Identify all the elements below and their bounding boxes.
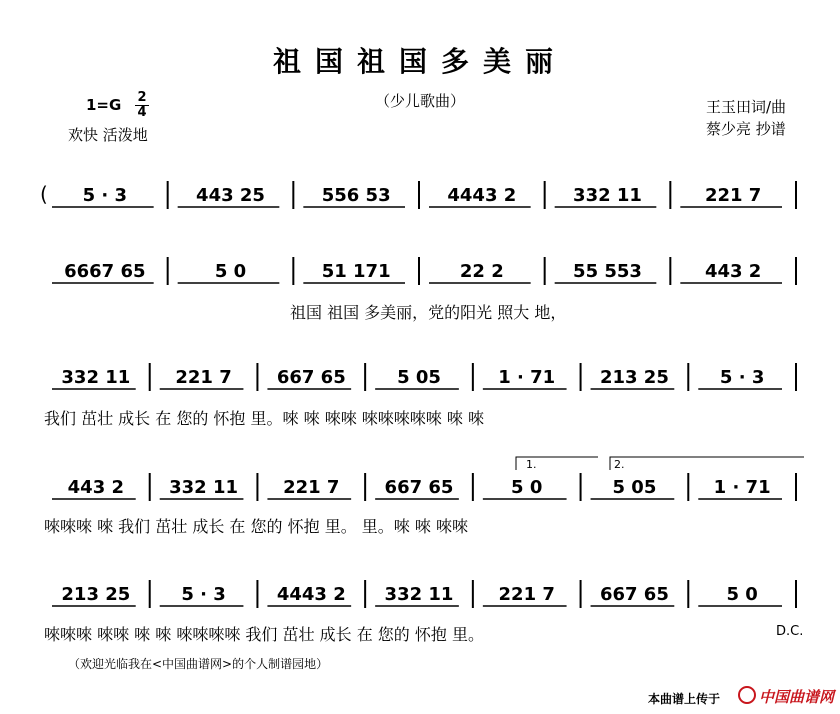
measure-notes: 22 2	[459, 261, 504, 282]
measure-notes: 667 65	[384, 477, 454, 498]
measure-notes: 5 · 3	[181, 584, 226, 605]
lyrics-line: 唻唻唻 唻唻 唻 唻 唻唻唻唻 我们 茁壮 成长 在 您的 怀抱 里。	[44, 625, 484, 644]
key-signature: 1=G	[86, 96, 122, 114]
measure-notes: 443 25	[196, 185, 265, 206]
measure-notes: 1 · 71	[713, 477, 771, 498]
measure-notes: 443 2	[704, 261, 762, 282]
measure-notes: 4443 2	[276, 584, 346, 605]
footnote: （欢迎光临我在<中国曲谱网>的个人制谱园地）	[68, 657, 329, 671]
measure-notes: 5 0	[726, 584, 758, 605]
logo-text: 中国曲谱网	[759, 688, 835, 706]
measure-notes: 5 · 3	[719, 367, 765, 388]
measure-notes: 221 7	[498, 584, 555, 605]
measure-notes: 221 7	[175, 367, 232, 388]
measure-notes: 332 11	[61, 367, 131, 388]
volta-2-label: 2.	[614, 458, 625, 471]
tempo-marking: 欢快 活泼地	[68, 126, 148, 144]
measure-notes: 443 2	[67, 477, 125, 498]
score-title: 祖国祖国多美丽	[272, 45, 567, 78]
volta-1-label: 1.	[526, 458, 537, 471]
credit-composer: 王玉田词/曲	[706, 98, 787, 116]
measure-notes: 332 11	[573, 185, 642, 206]
measure-notes: 1 · 71	[498, 367, 556, 388]
opening-paren: (	[40, 182, 48, 206]
measure-notes: 221 7	[704, 185, 762, 206]
measure-notes: 213 25	[599, 367, 669, 388]
measure-notes: 556 53	[321, 185, 391, 206]
measure-notes: 5 05	[612, 477, 657, 498]
measure-notes: 5 05	[397, 367, 441, 388]
measure-notes: 667 65	[599, 584, 669, 605]
da-capo-marking: D.C.	[776, 624, 804, 639]
credit-transcriber: 蔡少亮 抄谱	[706, 120, 786, 138]
measure-notes: 4443 2	[447, 185, 517, 206]
lyrics-line: 我们 茁壮 成长 在 您的 怀抱 里。唻 唻 唻唻 唻唻唻唻唻 唻 唻	[44, 409, 484, 428]
site-logo	[738, 686, 834, 707]
measure-notes: 332 11	[384, 584, 454, 605]
measure-notes: 51 171	[321, 261, 391, 282]
measure-notes: 5 · 3	[82, 185, 128, 206]
time-signature-bottom: 4	[137, 105, 147, 120]
measure-notes: 332 11	[169, 477, 239, 498]
time-signature-top: 2	[137, 90, 147, 105]
measure-notes: 213 25	[61, 584, 131, 605]
measure-notes: 6667 65	[64, 261, 146, 282]
measure-notes: 221 7	[283, 477, 340, 498]
volta-bracket	[610, 457, 804, 470]
lyrics-line: 祖国 祖国 多美丽，党的阳光 照大 地，	[290, 303, 567, 322]
score-subtitle: （少儿歌曲）	[374, 92, 465, 110]
lyrics-line: 唻唻唻 唻 我们 茁壮 成长 在 您的 怀抱 里。 里。唻 唻 唻唻	[44, 517, 468, 536]
upload-caption: 本曲谱上传于	[648, 692, 721, 706]
measure-notes: 55 553	[573, 261, 642, 282]
measure-notes: 5 0	[511, 477, 543, 498]
logo-icon	[738, 686, 756, 704]
measure-notes: 667 65	[276, 367, 346, 388]
measure-notes: 5 0	[214, 261, 247, 282]
